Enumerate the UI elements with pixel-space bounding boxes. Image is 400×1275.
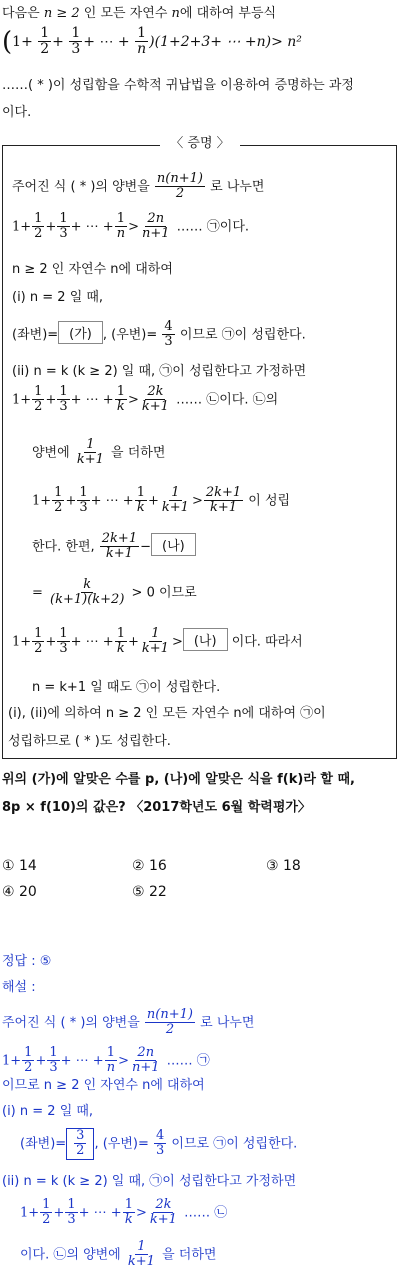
proof-line-5: (좌변)= (가) , (우변)= $\frac{4}{3}$ 이므로 ㉠이 성립한다. — [12, 319, 306, 350]
proof-line-3: n ≥ 2 인 자연수 n에 대하여 — [12, 262, 173, 277]
choice-2[interactable]: ② 16 — [132, 858, 167, 874]
proof-line-10: 한다. 한편, $\frac{2k+1}{k+1}$ − (나) — [32, 532, 196, 562]
solution-line-7: 1+ $\frac{1}{2}$ + $\frac{1}{3}$ + ⋯ + $\frac{1}{k}$ > $\frac{2k}{k+1}$ …… ㉡ — [20, 1197, 228, 1228]
proof-line-2: 1+ $\frac{1}{2}$ + $\frac{1}{3}$ + ⋯ + $\frac{1}{n}$ > $\frac{2n}{n+1}$ …… ㉠이다. — [12, 211, 250, 242]
question-inequality: (1+ $\frac{1}{2}$ + $\frac{1}{3}$ + ⋯ + $\frac{1}{n}$ )(1+2+3+ ⋯ +n)> n² — [2, 25, 302, 58]
proof-line-14: (i), (ii)에 의하여 n ≥ 2 인 모든 자연수 n에 대하여 ㉠이 — [8, 706, 326, 721]
proof-title: 〈 증명 〉 — [160, 132, 240, 151]
ask-line-2: 8p × f(10)의 값은? 〈2017학년도 6월 학력평가〉 — [2, 800, 311, 815]
blank-na-2: (나) — [183, 628, 228, 651]
blank-ga: (가) — [58, 321, 103, 344]
answer-label: 정답 : ⑤ — [2, 954, 52, 969]
proof-line-9: 1+ $\frac{1}{2}$ + $\frac{1}{3}$ + ⋯ + $\frac{1}{k}$ + $\frac{1}{k+1}$ > $\frac{2k+1}{k+1}$ 이 성립 — [32, 485, 291, 516]
proof-line-6: (ii) n = k (k ≥ 2) 일 때, ㉠이 성립한다고 가정하면 — [12, 364, 307, 379]
solution-line-4: (i) n = 2 일 때, — [2, 1104, 94, 1119]
question-intro-line4: 이다. — [2, 105, 32, 120]
proof-line-8: 양변에 $\frac{1}{k+1}$ 을 더하면 — [32, 437, 166, 468]
proof-line-4: (i) n = 2 일 때, — [12, 290, 104, 305]
proof-line-13: n = k+1 일 때도 ㉠이 성립한다. — [32, 680, 221, 695]
choice-1[interactable]: ① 14 — [2, 858, 37, 874]
proof-line-12: 1+ $\frac{1}{2}$ + $\frac{1}{3}$ + ⋯ + $\frac{1}{k}$ + $\frac{1}{k+1}$ > (나) 이다. 따라서 — [12, 626, 303, 657]
choice-4[interactable]: ④ 20 — [2, 884, 37, 900]
choice-5[interactable]: ⑤ 22 — [132, 884, 167, 900]
question-intro-line1: 다음은 n ≥ 2 인 모든 자연수 n에 대하여 부등식 — [2, 6, 277, 21]
solution-line-2: 1+ $\frac{1}{2}$ + $\frac{1}{3}$ + ⋯ + $\frac{1}{n}$ > $\frac{2n}{n+1}$ …… ㉠ — [2, 1045, 210, 1076]
solution-line-5: (좌변)= $\frac{3}{2}$ , (우변)= $\frac{4}{3}$ 이므로 ㉠이 성립한다. — [20, 1128, 298, 1159]
blank-na-1: (나) — [151, 533, 196, 556]
question-intro-line3: ……( * )이 성립함을 수학적 귀납법을 이용하여 증명하는 과정 — [2, 78, 354, 93]
choice-3[interactable]: ③ 18 — [266, 858, 301, 874]
solution-line-6: (ii) n = k (k ≥ 2) 일 때, ㉠이 성립한다고 가정하면 — [2, 1174, 297, 1189]
solution-line-8: 이다. ㉡의 양변에 $\frac{1}{k+1}$ 을 더하면 — [20, 1239, 217, 1270]
explanation-label: 해설 : — [2, 980, 36, 995]
ask-line-1: 위의 (가)에 알맞은 수를 p, (나)에 알맞은 식을 f(k)라 할 때, — [2, 772, 355, 787]
proof-line-1: 주어진 식 ( * )의 양변을 $\frac{n(n+1)}{2}$ 로 나누면 — [12, 171, 265, 202]
proof-line-7: 1+ $\frac{1}{2}$ + $\frac{1}{3}$ + ⋯ + $\frac{1}{k}$ > $\frac{2k}{k+1}$ …… ㉡이다. ㉡의 — [12, 384, 279, 415]
proof-line-11: = $\frac{k}{(k+1)(k+2)}$ > 0 이므로 — [32, 577, 197, 608]
solution-line-1: 주어진 식 ( * )의 양변을 $\frac{n(n+1)}{2}$ 로 나누면 — [2, 1007, 255, 1038]
proof-line-15: 성립하므로 ( * )도 성립한다. — [8, 734, 171, 749]
solution-line-3: 이므로 n ≥ 2 인 자연수 n에 대하여 — [2, 1078, 205, 1093]
